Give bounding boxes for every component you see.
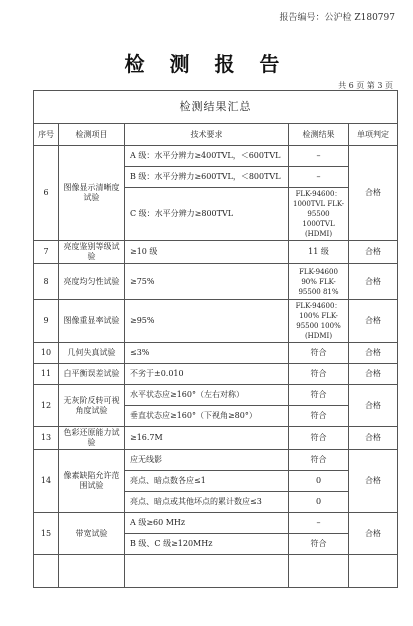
item-number-cell: 12 [34, 385, 59, 427]
verdict-cell: 合格 [349, 513, 398, 555]
result-cell: – [289, 167, 349, 188]
blank-row [34, 555, 398, 588]
requirement-cell: 不劣于±0.010 [125, 364, 289, 385]
blank-cell [349, 555, 398, 588]
header-cell: 检测项目 [59, 124, 125, 146]
item-number-cell: 15 [34, 513, 59, 555]
requirement-cell: ≥10 级 [125, 241, 289, 264]
requirement-cell: ≥16.7M [125, 427, 289, 450]
test-item-cell: 亮度鉴别等级试验 [59, 241, 125, 264]
item-number-cell: 9 [34, 300, 59, 343]
blank-cell [125, 555, 289, 588]
verdict-cell: 合格 [349, 364, 398, 385]
verdict-cell: 合格 [349, 300, 398, 343]
header-cell: 检测结果 [289, 124, 349, 146]
requirement-cell: ≥95% [125, 300, 289, 343]
item-number-cell: 8 [34, 264, 59, 300]
requirement-cell: 垂直状态应≥160°（下视角≥80°） [125, 406, 289, 427]
requirement-cell: ≥75% [125, 264, 289, 300]
document-title: 检 测 报 告 [124, 52, 289, 76]
test-item-cell: 亮度均匀性试验 [59, 264, 125, 300]
requirement-cell: ≤3% [125, 343, 289, 364]
table-row [34, 300, 398, 343]
test-item-cell: 带宽试验 [59, 513, 125, 555]
report-number: 报告编号：公沪检 Z180797 [279, 13, 395, 23]
table-row [34, 450, 398, 471]
requirement-cell: B 级：水平分辨力≥600TVL，＜800TVL [125, 167, 289, 188]
blank-cell [34, 555, 59, 588]
table-row [34, 427, 398, 450]
test-item-cell: 白平衡误差试验 [59, 364, 125, 385]
verdict-cell: 合格 [349, 264, 398, 300]
verdict-cell: 合格 [349, 241, 398, 264]
result-cell: 0 [289, 492, 349, 513]
verdict-cell: 合格 [349, 385, 398, 427]
result-cell: 11 级 [289, 241, 349, 264]
verdict-cell: 合格 [349, 427, 398, 450]
item-number-cell: 14 [34, 450, 59, 513]
table-caption: 检测结果汇总 [34, 91, 398, 124]
item-number-cell: 11 [34, 364, 59, 385]
test-item-cell: 色彩还原能力试验 [59, 427, 125, 450]
result-cell: FLK-94600：100% FLK-95500 100% (HDMI) [289, 300, 349, 343]
result-cell: – [289, 513, 349, 534]
table-row [34, 343, 398, 364]
results-summary-table [33, 90, 398, 588]
item-number-cell: 7 [34, 241, 59, 264]
requirement-cell: C 级：水平分辨力≥800TVL [125, 188, 289, 241]
table-header-row [34, 124, 398, 146]
table-row [34, 146, 398, 167]
page-info: 共 6 页 第 3 页 [338, 81, 393, 90]
test-item-cell: 无灰阶反转可视角度试验 [59, 385, 125, 427]
item-number-cell: 13 [34, 427, 59, 450]
header-cell: 序号 [34, 124, 59, 146]
verdict-cell: 合格 [349, 343, 398, 364]
blank-cell [59, 555, 125, 588]
test-item-cell: 图像重显率试验 [59, 300, 125, 343]
header-cell: 单项判定 [349, 124, 398, 146]
table-row [34, 364, 398, 385]
requirement-cell: B 级、C 级≥120MHz [125, 534, 289, 555]
requirement-cell: A 级≥60 MHz [125, 513, 289, 534]
blank-cell [289, 555, 349, 588]
requirement-cell: 亮点、暗点或其他坏点的累计数应≤3 [125, 492, 289, 513]
result-cell: – [289, 146, 349, 167]
requirement-cell: 亮点、暗点数各应≤1 [125, 471, 289, 492]
result-cell: FLK-94600 90% FLK-95500 81% [289, 264, 349, 300]
result-cell: 符合 [289, 364, 349, 385]
item-number-cell: 6 [34, 146, 59, 241]
result-cell: 符合 [289, 343, 349, 364]
verdict-cell: 合格 [349, 146, 398, 241]
result-cell: 符合 [289, 450, 349, 471]
requirement-cell: 水平状态应≥160°（左右对称） [125, 385, 289, 406]
table-row [34, 241, 398, 264]
table-row [34, 385, 398, 406]
table-row [34, 264, 398, 300]
test-item-cell: 像素缺陷允许范围试验 [59, 450, 125, 513]
test-item-cell: 几何失真试验 [59, 343, 125, 364]
header-cell: 技术要求 [125, 124, 289, 146]
result-cell: 0 [289, 471, 349, 492]
result-cell: 符合 [289, 385, 349, 406]
result-cell: 符合 [289, 406, 349, 427]
test-item-cell: 图像显示清晰度试验 [59, 146, 125, 241]
result-cell: 符合 [289, 427, 349, 450]
table-row [34, 513, 398, 534]
result-cell: 符合 [289, 534, 349, 555]
result-cell: FLK-94600：1000TVL FLK-95500 1000TVL (HDMI) [289, 188, 349, 241]
requirement-cell: A 级：水平分辨力≥400TVL，＜600TVL [125, 146, 289, 167]
verdict-cell: 合格 [349, 450, 398, 513]
item-number-cell: 10 [34, 343, 59, 364]
requirement-cell: 应无线影 [125, 450, 289, 471]
